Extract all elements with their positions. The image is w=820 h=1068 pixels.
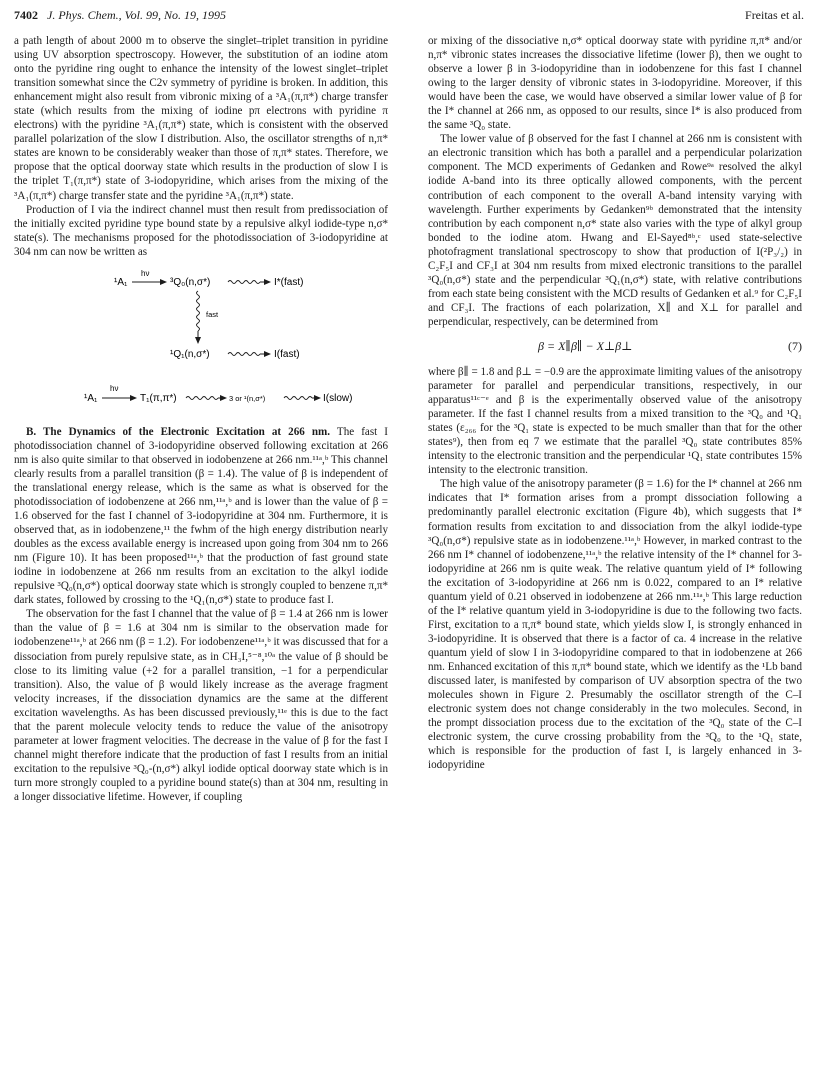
equation-7 — [428, 333, 802, 361]
scheme-t1: T₁(π,π*) — [140, 392, 177, 404]
running-authors: Freitas et al. — [745, 8, 804, 22]
scheme-q0: ³Q₀(n,σ*) — [170, 276, 211, 288]
equation-expression: β = X∥β∥ − X⊥β⊥ — [538, 338, 633, 353]
section-heading: B. The Dynamics of the Electronic Excitation at 266 nm. — [26, 425, 331, 438]
mechanism-diagram — [14, 263, 388, 423]
section-paragraph — [14, 425, 388, 608]
page-number: 7402 — [14, 8, 38, 22]
mechanism-scheme — [14, 263, 388, 423]
scheme-wavy-arrow-q1 — [228, 352, 260, 355]
scheme-a1-bottom: ¹A₁ — [84, 392, 98, 404]
equation-number: (7) — [788, 338, 802, 353]
paragraph: where β∥ = 1.8 and β⊥ = −0.9 are the approximate limiting values of the anisotropy parameter for parallel and perpendicular transitions, respectively, in our apparatus¹¹ᶜ⁻ᵉ and β is the experimentally observed value of the anisotropy parameter. If the fast I channel results from a mixed transition to the ³Q₀ and ¹Q₁ states (ε₂₆₆ for the ³Q₁ state is expected to be much smaller than that for the other states⁹), then from eq 7 we estimate that the parallel ³Q₀ state contributes 85% intensity to the electronic transition and the perpendicular ¹Q₁ state contributes 15% intensity to the electronic transition. — [428, 365, 802, 477]
scheme-q1: ¹Q₁(n,σ*) — [170, 348, 210, 360]
scheme-wavy-arrow-t1 — [186, 396, 218, 399]
paragraph: The high value of the anisotropy parameter (β = 1.6) for the I* channel at 266 nm indicates that I* formation arises from a prompt dissociation following a predominantly parallel electronic excitation (Figure 4b), which suggests that I* formation results from excitation to and dissociation from the alkyl iodide-type ³Q₀(n,σ*) repulsive state as in iodobenzene.¹¹ᵃ,ᵇ However, in marked contrast to the 266 nm I* channel of iodobenzene,¹¹ᵃ,ᵇ the relative intensity of the I* channel for 3-iodopyridine at 266 nm is quite weak. The relative quantum yield of I* following the excitation of 3-iodopyridine at 266 nm is 0.022, compared to an I* relative quantum yield of 0.21 observed in iodobenzene at 266 nm.¹¹ᵃ,ᵇ This large reduction of the I* relative quantum yield in 3-iodopyridine is due to the following two facts. First, excitation to a π,π* bound state, which yields slow I, is strongly enhanced in 3-iodopyridine. It is observed that there is a factor of ca. 4 increase in the relative quantum yield of slow I in 3-iodopyridine compared to that in iodobenzene at 266 nm. Enhanced excitation of this π,π* bound state, which we identify as the ¹Lb band discussed later, is manifested by comparison of UV absorption spectra of the two molecules shown in Figure 2. Presumably the oscillator strength of the C–I electronic system does not change considerably in the two molecules. Second, in the prompt dissociation process due to the excitation of the ³Q₀ state of the C–I electronic system, the curve crossing probability from the ³Q₀ to the ¹Q₁ state, which is responsible for the production of fast I, is largely enhanced in 3-iodopyridine — [428, 478, 802, 772]
scheme-fast-label: fast — [206, 309, 219, 319]
scheme-mid-state: 3 or ¹(n,σ*) — [229, 393, 266, 403]
left-column — [14, 34, 388, 804]
page-header — [14, 4, 804, 26]
scheme-hv-top: hν — [141, 268, 150, 278]
paragraph: or mixing of the dissociative n,σ* optical doorway state with pyridine π,π* and/or n,π* vibronic states increases the dissociative lifetime (lower β), then we ought to observe a lower β in 3-iodopyridine than in iodobenzene for this fast I channel owing to the larger density of vibronic states in 3-iodopyridine. Moreover, if this would have been the case, we would have observed a similar lower value of β for the I* channel at 266 nm, as opposed to our results, since I* is also produced from the same ³Q₀ state. — [428, 35, 802, 132]
scheme-ifast: I(fast) — [274, 348, 300, 360]
scheme-wavy-arrow-mid — [284, 396, 312, 399]
right-column — [428, 34, 802, 772]
paragraph: The lower value of β observed for the fast I channel at 266 nm is consistent with an electronic transition which has both a parallel and a perpendicular polarization component. The MCD experiments of Gedanken and Rowe⁹ᵃ resolved the alkyl iodide A-band into its three optically allowed components, with the percent contribution of each component to the overall A-band intensity varying with wavelength. Further experiments by Gedanken⁹ᵇ demonstrated that the intensity contribution by each component n,σ* state also varies with the type of alkyl group bonded to the iodine atom. Hwang and El-Sayed⁸ᵇ,ᶜ used state-selective photofragment translational spectroscopy to show that production of I(²P₃/₂) in C₂F₅I and CF₃I at 304 nm results from mixed electronic transitions to the parallel ³Q₀(n,σ*) state and the perpendicular ³Q₁(n,σ*) state, with relative contributions from each state being consistent with the MCD results of Gedanken et al.⁹ for C₂F₅I and CF₃I. The fractions of each polarization, X∥ and X⊥ for parallel and perpendicular, respectively, can be determined from — [428, 133, 802, 328]
scheme-wavy-arrow-q0 — [228, 280, 260, 283]
scheme-a1-top: ¹A₁ — [114, 276, 128, 288]
scheme-hv-bottom: hν — [110, 383, 119, 393]
scheme-islow: I(slow) — [323, 392, 353, 404]
paragraph: The fast I photodissociation channel of 3-iodopyridine observed following excitation at 266 nm is also quite similar to that observed in iodobenzene at 266 nm.¹¹ᵃ,ᵇ This channel clearly results from a parallel transition (β = 1.4). The value of β is independent of the translational energy release, which is the same as what is observed for the photodissociation of iodobenzene at 266 nm,¹¹ᵃ,ᵇ and is lower than the value of β = 1.6 observed for the fast I channel of 3-iodopyridine at 304 nm. Furthermore, it is observed that, as in iodobenzene,¹¹ the fwhm of the high energy distribution nearly doubles as the excess available energy is increased upon going from 304 nm to 266 nm (Figure 10). It has been proposed¹¹ᵃ,ᵇ that the production of fast ground state iodine in iodobenzene at 266 nm results from an excitation to the alkyl iodide repulsive ³Q₀(n,σ*) optical doorway state which is strongly coupled to benzene π,π* dark states, followed by crossing to the ¹Q₁(n,σ*) state to produce fast I. — [14, 425, 388, 607]
journal-citation: J. Phys. Chem., Vol. 99, No. 19, 1995 — [47, 8, 226, 22]
scheme-istar: I*(fast) — [274, 276, 304, 288]
paragraph: The observation for the fast I channel that the value of β = 1.4 at 266 nm is lower than the value of β = 1.6 at 304 nm is similar to the observation made for iodobenzene¹¹ᵃ,ᵇ at 266 nm (β = 1.2). For iodobenzene¹¹ᵃ,ᵇ it was discussed that for a dissociation from purely repulsive state, as in CH₃I,⁵⁻⁸,¹⁰ᵃ the value of β should be close to its limiting value (+2 for a parallel transition, −1 for a perpendicular transition). Also, the value of β would likely increase as the average fragment velocity increases, if the dissociation dynamics are the same at the different excitation wavelengths. As has been discussed previously,¹¹ᵉ this is due to the fact that the parent molecule velocity tends to reduce the value of the anisotropy parameter at lower fragment velocities. The decrease in the value of β for the fast I channel might therefore indicate that the production of fast I results from an initial excitation to the repulsive ³Q₀-(n,σ*) alkyl iodide optical doorway state which is in turn more strongly coupled to a pyridine bound state(s) than at 304 nm, resulting in a longer dissociative lifetime. However, if coupling — [14, 608, 388, 803]
paragraph: a path length of about 2000 m to observe the singlet–triplet transition in pyridine using UV absorption spectroscopy. However, the substitution of an iodine atom onto the pyridine ring ought to enhance the intensity of the lowest singlet–triplet transition somewhat since the C2v symmetry of pyridine is broken. In addition, this enhancement might also result from vibronic mixing of a ³A₁(π,π*) charge transfer state (which results from the mixing of iodine pπ electrons with pyridine π electrons) with the pyridine ³A₁(π,π*) state, which is consistent with the observed parallel polarization of the slow I distribution. Also, the oscillator strengths of n,π* states are known to be considerably weaker than those of π,π* states. Therefore, we propose that the optical doorway state which results in the production of slow I is the triplet T₁(π,π*) state of 3-iodopyridine, which arises from the mixing of the ³A₁(π,π*) charge transfer state and the pyridine ³A₁(π,π*) state. — [14, 35, 388, 202]
paragraph: Production of I via the indirect channel must then result from predissociation of the initially excited pyridine type bound state by a repulsive alkyl iodide-type n,σ* state(s). The mechanisms proposed for the photodissociation of 3-iodopyridine at 304 nm can now be written as — [14, 203, 388, 258]
scheme-vertical-crossing — [197, 291, 200, 331]
